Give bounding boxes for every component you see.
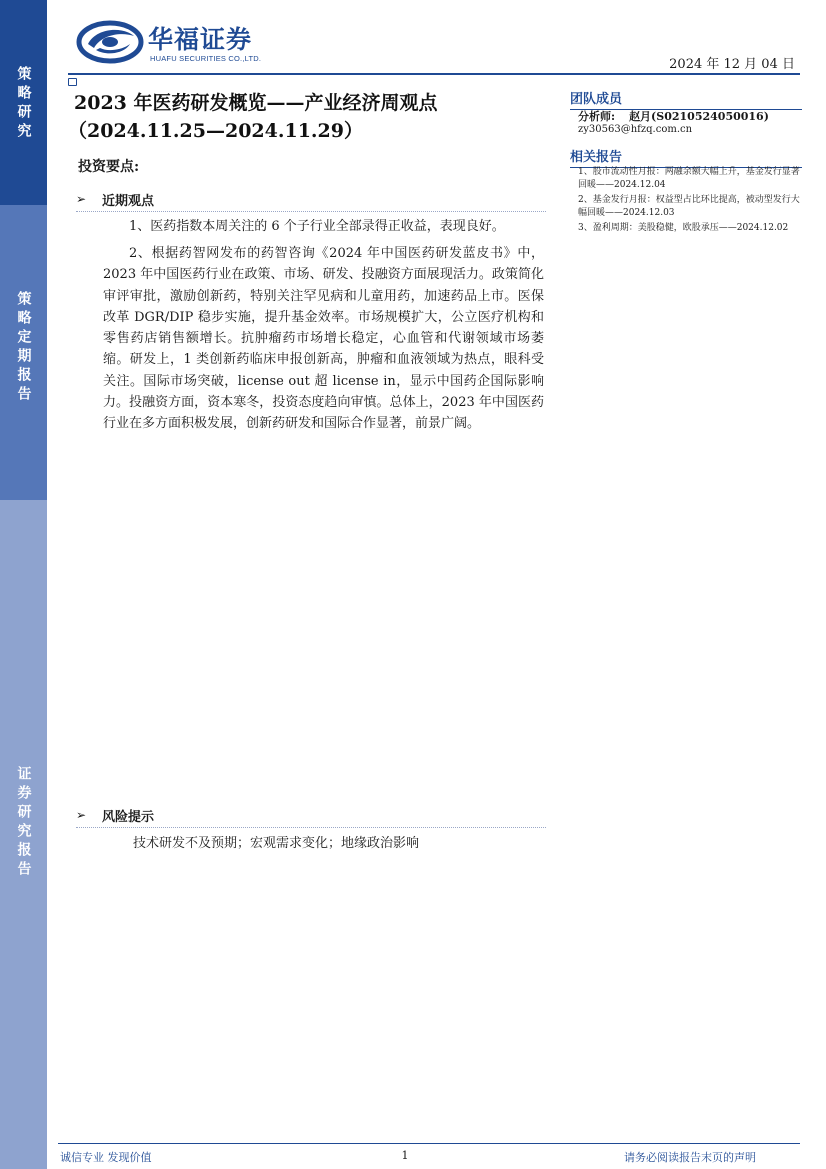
risk-warning-text: 技术研发不及预期；宏观需求变化；地缘政治影响 (133, 836, 420, 851)
page-number: 1 (401, 1149, 409, 1162)
section-heading-text: 近期观点 (102, 193, 155, 209)
arrow-bullet-icon: ➢ (76, 192, 87, 206)
company-logo (76, 18, 286, 66)
sidebar-label: 策略研究 (15, 66, 32, 142)
left-sidebar (0, 0, 47, 1169)
footer-divider (58, 1143, 800, 1144)
sidebar-section-strategy-research (0, 0, 47, 205)
logo-english-name: HUAFU SECURITIES CO.,LTD. (150, 54, 262, 63)
paragraph-index-performance: 1、医药指数本周关注的 6 个子行业全部录得正收益，表现良好。 (129, 219, 505, 234)
report-title: 2023 年医药研发概览——产业经济周观点 (74, 92, 438, 114)
related-report-item[interactable]: 2、基金发行月报：权益型占比环比提高，被动型发行大幅回暖——2024.12.03 (578, 195, 800, 218)
sidebar-label: 策略定期报告 (15, 291, 32, 405)
sidebar-label: 证券研究报告 (15, 766, 32, 880)
team-members-heading: 团队成员 (570, 88, 802, 110)
sidebar-section-periodic-report (0, 205, 47, 500)
footer-slogan: 诚信专业 发现价值 (60, 1151, 152, 1164)
related-reports-heading: 相关报告 (570, 146, 802, 168)
footer-disclaimer-note: 请务必阅读报告末页的声明 (624, 1151, 756, 1164)
report-title-date-range: （2024.11.25—2024.11.29） (68, 120, 363, 142)
logo-chinese-name: 华福证券 (148, 25, 253, 54)
section-heading-risk (76, 805, 546, 825)
huafu-logo-icon (76, 18, 148, 66)
arrow-bullet-icon: ➢ (76, 808, 87, 822)
related-report-item[interactable]: 3、盈利周期：美股稳健，欧股承压——2024.12.02 (578, 223, 789, 233)
key-points-heading: 投资要点: (78, 159, 140, 175)
analyst-info (578, 108, 769, 124)
header-divider (68, 73, 800, 75)
sidebar-section-securities-research (0, 500, 47, 1169)
analyst-name: 赵月(S0210524050016) (629, 110, 769, 123)
section-divider (76, 211, 546, 212)
section-heading-recent-views (76, 189, 546, 209)
small-box-icon (68, 78, 77, 86)
report-date: 2024 年 12 月 04 日 (669, 57, 795, 72)
related-report-item[interactable]: 1、股市流动性月报：两融余额大幅上升，基金发行显著回暖——2024.12.04 (578, 167, 800, 190)
related-reports-list (578, 166, 802, 237)
analyst-label: 分析师: (578, 110, 616, 123)
analyst-email[interactable]: zy30563@hfzq.com.cn (578, 124, 693, 135)
paragraph-rd-overview: 2、根据药智网发布的药智咨询《2024 年中国医药研发蓝皮书》中，2023 年中国医药行业在政策、市场、研发、投融资方面展现活力。政策简化审评审批，激励创新药，特别关注罕见病和儿童用药，加速药品上市。医保改革 DGR/DIP 稳步实施，提升基金效率。市场规模扩大，公立医疗机构和零售药店销售额增长。抗肿瘤药市场增长稳定，心血管和代谢领域市场萎缩。研发上，1 类创新药临床申报创新高，肿瘤和血液领域为热点，眼科受关注。国际市场突破，license out 超 license in，显示中国药企国际影响力。投融资方面，资本寒冬，投资态度趋向审慎。总体上，2023 年中国医药行业在多方面积极发展，创新药研发和国际合作显著，前景广阔。 (103, 246, 544, 432)
section-heading-text: 风险提示 (102, 809, 155, 825)
section-divider (76, 827, 546, 828)
